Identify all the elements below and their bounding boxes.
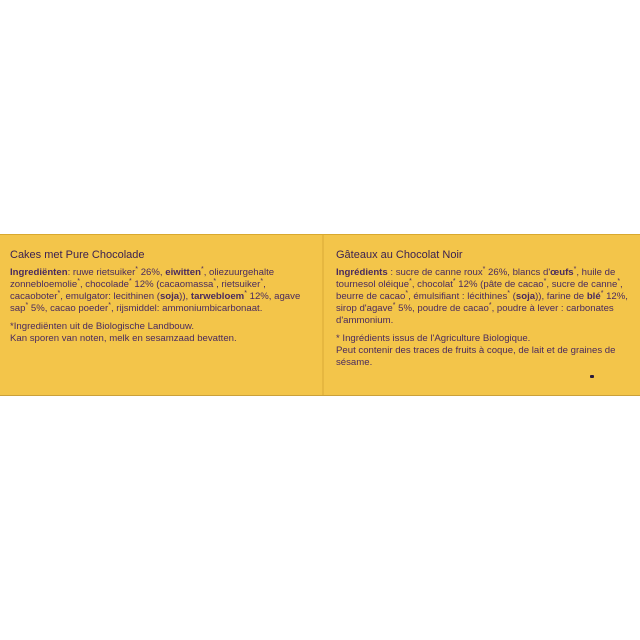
asterisk: * (129, 277, 132, 285)
french-ingredients (336, 267, 636, 327)
asterisk: * (108, 301, 111, 309)
ingr-text: 26%, (138, 267, 166, 278)
asterisk: * (507, 289, 510, 297)
ingr-text: : ruwe rietsuiker (67, 267, 136, 278)
dutch-allergen-note: Kan sporen van noten, melk en sesamzaad bevatten. (10, 333, 237, 344)
ingr-text: , sucre de canne (546, 279, 618, 290)
asterisk: * (260, 277, 264, 285)
ingr-text: , cacaoboter (10, 279, 266, 302)
fold-line (322, 235, 324, 395)
ingr-text: ( (154, 291, 160, 302)
ingr-text: , émulsifiant : lécithines (408, 291, 508, 302)
ingr-text: , rietsuiker (216, 279, 261, 290)
french-title: Gâteaux au Chocolat Noir (336, 249, 463, 261)
allergen: œufs (550, 267, 574, 278)
ingr-text: 12%, agave sap (10, 291, 301, 314)
allergen: eiwitten (165, 267, 201, 278)
dutch-ingredients (10, 267, 310, 315)
ingr-text: : sucre de canne roux (387, 267, 483, 278)
french-allergen-note: Peut contenir des traces de fruits à coque, de lait et de graines de sésame. (336, 345, 616, 368)
asterisk: * (543, 277, 547, 285)
ingr-text: 12% (cacaomassa (131, 279, 214, 290)
ingr-text: 5%, cacao poeder (28, 303, 109, 314)
dutch-ingredients-label: Ingrediënten (10, 267, 68, 278)
ingr-text: , emulgator: lecithinen (60, 291, 155, 302)
ingr-text: , oliezuurgehalte zonnebloemolie (10, 267, 275, 290)
asterisk: * (57, 289, 61, 297)
ingr-text: , beurre de cacao (336, 279, 623, 302)
allergen: soja (515, 291, 536, 302)
ingr-text: , rijsmiddel: ammoniumbicarbonaat. (110, 303, 263, 314)
french-organic-note: * Ingrédients issus de l'Agriculture Biologique. (336, 333, 531, 344)
asterisk: * (600, 289, 604, 297)
asterisk: * (573, 265, 577, 273)
print-speck (590, 375, 594, 378)
asterisk: * (244, 289, 247, 297)
french-column (336, 249, 636, 369)
ingr-text: , poudre à lever : carbonates d'ammonium. (336, 303, 614, 326)
ingr-text: )), (179, 291, 191, 302)
asterisk: * (617, 277, 621, 285)
asterisk: * (452, 277, 456, 285)
ingr-text: ( (510, 291, 516, 302)
ingr-text: 5%, poudre de cacao (395, 303, 489, 314)
asterisk: * (135, 265, 139, 273)
ingr-text: 12%, sirop d'agave (336, 291, 628, 314)
ingr-text: , chocolade (79, 279, 130, 290)
ingredient-panel (0, 234, 640, 396)
ingr-text: , huile de tournesol oléique (336, 267, 616, 290)
allergen: blé (586, 291, 601, 302)
asterisk: * (488, 301, 492, 309)
ingr-text: , chocolat (411, 279, 453, 290)
ingr-text: 12% (pâte de cacao (455, 279, 544, 290)
allergen: tarwebloem (190, 291, 245, 302)
ingr-text: )), farine de (535, 291, 587, 302)
asterisk: * (200, 265, 204, 273)
asterisk: * (213, 277, 217, 285)
asterisk: * (409, 277, 412, 285)
dutch-organic-note: *Ingrediënten uit de Biologische Landbouw. (10, 321, 195, 332)
asterisk: * (392, 301, 396, 309)
dutch-title: Cakes met Pure Chocolade (10, 249, 145, 261)
ingr-text: 26%, blancs d' (485, 267, 551, 278)
french-ingredients-label: Ingrédients (336, 267, 388, 278)
asterisk: * (482, 265, 486, 273)
asterisk: * (25, 301, 29, 309)
asterisk: * (77, 277, 80, 285)
asterisk: * (405, 289, 409, 297)
allergen: soja (159, 291, 180, 302)
dutch-column (10, 249, 310, 345)
